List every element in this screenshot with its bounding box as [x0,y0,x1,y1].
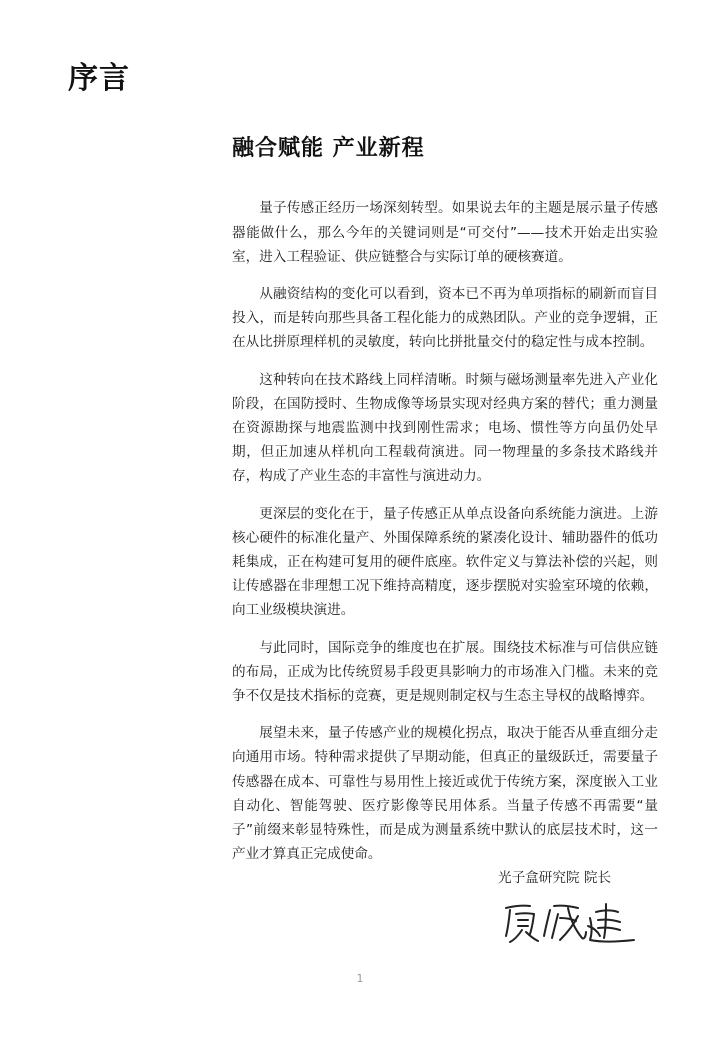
paragraph: 这种转向在技术路线上同样清晰。时频与磁场测量率先进入产业化阶段，在国防授时、生物成像等场景实现对经典方案的替代；重力测量在资源勘探与地震监测中找到刚性需求；电场、惯性等方向虽仍处早期，但正加速从样机向工程载荷演进。同一物理量的多条技术路线并存，构成了产业生态的丰富性与演进动力。 [232,371,658,485]
article [232,136,658,879]
paragraph: 从融资结构的变化可以看到，资本已不再为单项指标的刷新而盲目投入，而是转向那些具备工程化能力的成熟团队。产业的竞争逻辑，正在从比拼原理样机的灵敏度，转向比拼批量交付的稳定性与成本控制。 [232,286,658,351]
article-title: 融合赋能 产业新程 [232,136,425,161]
page-number: 1 [356,972,364,985]
paragraph: 展望未来，量子传感产业的规模化拐点，取决于能否从垂直细分走向通用市场。特种需求提供了早期动能，但真正的量级跃迁，需要量子传感器在成本、可靠性与易用性上接近或优于传统方案，深度嵌入工业自动化、智能驾驶、医疗影像等民用体系。当量子传感不再需要“量子”前缀来彰显特殊性，而是成为测量系统中默认的底层技术时，这一产业才算真正完成使命。 [232,725,658,863]
signature-block [490,868,660,888]
paragraph: 与此同时，国际竞争的维度也在扩展。围绕技术标准与可信供应链的布局，正成为比传统贸易手段更具影响力的市场准入门槛。未来的竞争不仅是技术指标的竞赛，更是规则制定权与生态主导权的战略博弈。 [232,639,658,705]
section-title: 序言 [68,61,130,96]
paragraph: 更深层的变化在于，量子传感正从单点设备向系统能力演进。上游核心硬件的标准化量产、外围保障系统的紧凑化设计、辅助器件的低功耗集成，正在构建可复用的硬件底座。软件定义与算法补偿的兴起，则让传感器在非理想工况下维持高精度，逐步摆脱对实验室环境的依赖，向工业级模块演进。 [232,505,658,619]
signer-title: 光子盒研究院 院长 [498,870,612,886]
paragraph: 量子传感正经历一场深刻转型。如果说去年的主题是展示量子传感器能做什么，那么今年的关键词则是“可交付”——技术开始走出实验室，进入工程验证、供应链整合与实际订单的硬核赛道。 [232,200,658,265]
handwritten-signature [500,896,640,946]
